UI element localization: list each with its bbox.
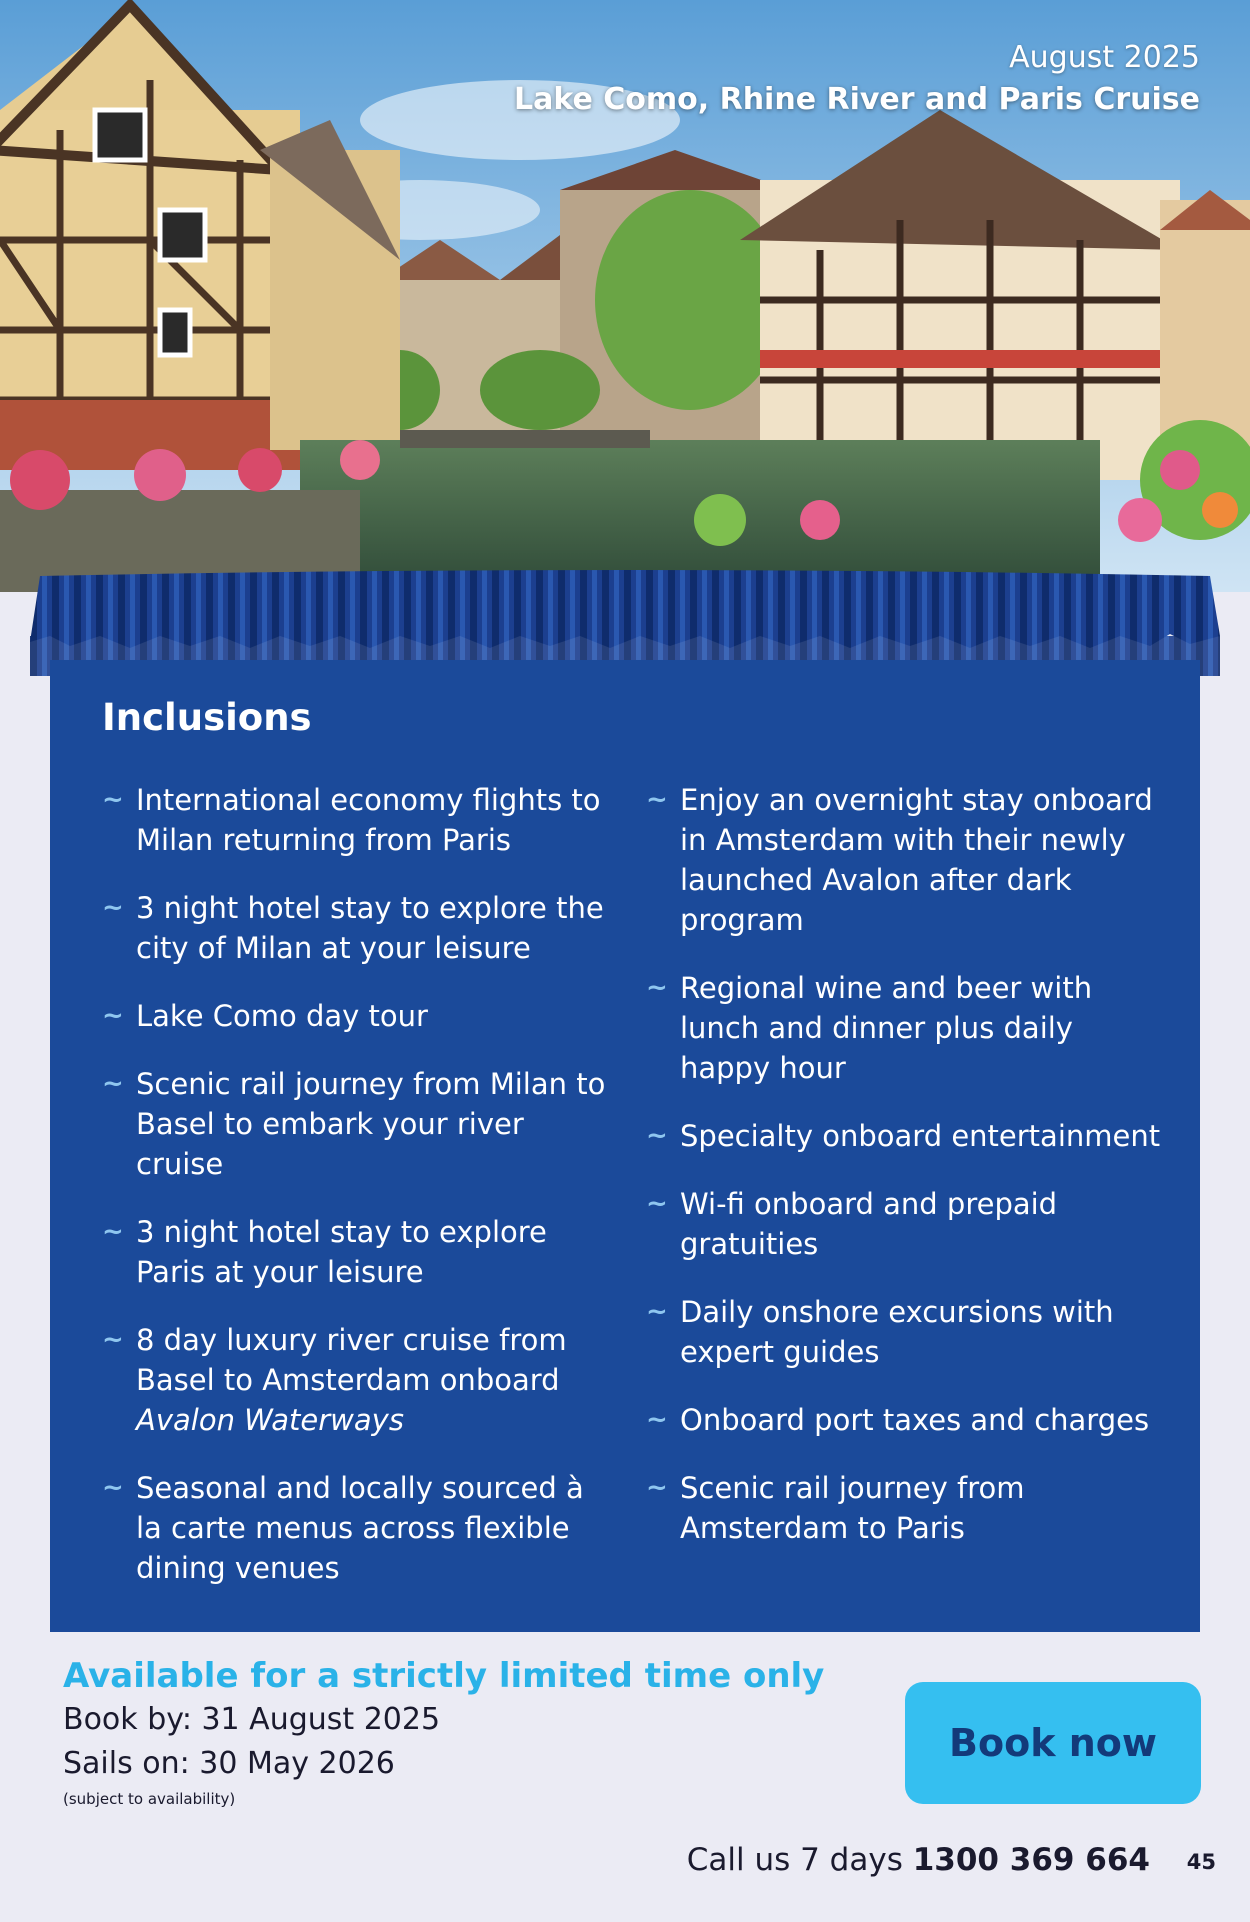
inclusion-item xyxy=(102,1468,612,1588)
inclusion-text: 8 day luxury river cruise from Basel to Amsterdam onboard xyxy=(136,1323,567,1397)
inclusion-text: Seasonal and locally sourced à la carte menus across flexible dining venues xyxy=(136,1471,584,1585)
inclusion-text: Lake Como day tour xyxy=(136,999,428,1033)
tilde-bullet-icon: ~ xyxy=(646,1297,668,1327)
tilde-bullet-icon: ~ xyxy=(646,1405,668,1435)
inclusion-item xyxy=(102,1320,612,1440)
page-number: 45 xyxy=(1186,1850,1216,1874)
inclusion-item xyxy=(646,780,1166,940)
inclusions-right-column xyxy=(646,780,1166,1576)
inclusion-item xyxy=(102,780,612,860)
inclusion-text: Wi-fi onboard and prepaid gratuities xyxy=(680,1187,1058,1261)
inclusion-item xyxy=(102,1212,612,1292)
tilde-bullet-icon: ~ xyxy=(646,973,668,1003)
inclusion-text: 3 night hotel stay to explore Paris at your leisure xyxy=(136,1215,547,1289)
hero-photo xyxy=(0,0,1250,592)
contact-line xyxy=(687,1842,1150,1878)
inclusion-item xyxy=(102,888,612,968)
sails-on-date: Sails on: 30 May 2026 xyxy=(63,1746,395,1781)
tilde-bullet-icon: ~ xyxy=(646,1473,668,1503)
inclusion-text: Scenic rail journey from Milan to Basel to embark your river cruise xyxy=(136,1067,606,1181)
inclusion-text: Onboard port taxes and charges xyxy=(680,1403,1150,1437)
tilde-bullet-icon: ~ xyxy=(102,785,124,815)
contact-prefix: Call us 7 days xyxy=(686,1842,903,1878)
inclusion-item xyxy=(102,996,612,1036)
trip-date: August 2025 xyxy=(1009,40,1200,75)
tilde-bullet-icon: ~ xyxy=(102,1069,124,1099)
inclusion-item xyxy=(646,1400,1166,1440)
tilde-bullet-icon: ~ xyxy=(102,1001,124,1031)
inclusions-title: Inclusions xyxy=(102,696,312,739)
availability-note: (subject to availability) xyxy=(63,1790,236,1808)
phone-number[interactable]: 1300 369 664 xyxy=(912,1842,1150,1878)
inclusion-item xyxy=(646,1116,1166,1156)
tilde-bullet-icon: ~ xyxy=(102,893,124,923)
tilde-bullet-icon: ~ xyxy=(646,785,668,815)
tilde-bullet-icon: ~ xyxy=(646,1121,668,1151)
inclusion-text: International economy flights to Milan returning from Paris xyxy=(136,783,601,857)
inclusions-panel xyxy=(50,660,1200,1632)
inclusion-italic-text: Avalon Waterways xyxy=(136,1403,404,1437)
tilde-bullet-icon: ~ xyxy=(102,1217,124,1247)
inclusion-item xyxy=(646,1292,1166,1372)
inclusion-item xyxy=(646,968,1166,1088)
inclusion-text: Daily onshore excursions with expert guides xyxy=(680,1295,1114,1369)
inclusion-text: Enjoy an overnight stay onboard in Amsterdam with their newly launched Avalon after dark program xyxy=(680,783,1153,937)
trip-title: Lake Como, Rhine River and Paris Cruise xyxy=(513,82,1200,117)
offer-headline: Available for a strictly limited time only xyxy=(63,1656,825,1696)
book-now-button[interactable]: Book now xyxy=(905,1682,1201,1804)
inclusion-text: Regional wine and beer with lunch and dinner plus daily happy hour xyxy=(680,971,1093,1085)
inclusion-item xyxy=(646,1184,1166,1264)
book-by-date: Book by: 31 August 2025 xyxy=(63,1702,441,1737)
tilde-bullet-icon: ~ xyxy=(646,1189,668,1219)
tilde-bullet-icon: ~ xyxy=(102,1325,124,1355)
inclusion-item xyxy=(646,1468,1166,1548)
inclusion-text: 3 night hotel stay to explore the city of Milan at your leisure xyxy=(136,891,604,965)
inclusion-item xyxy=(102,1064,612,1184)
inclusion-text: Specialty onboard entertainment xyxy=(680,1119,1161,1153)
tilde-bullet-icon: ~ xyxy=(102,1473,124,1503)
inclusions-left-column xyxy=(102,780,612,1616)
inclusion-text: Scenic rail journey from Amsterdam to Paris xyxy=(680,1471,1025,1545)
